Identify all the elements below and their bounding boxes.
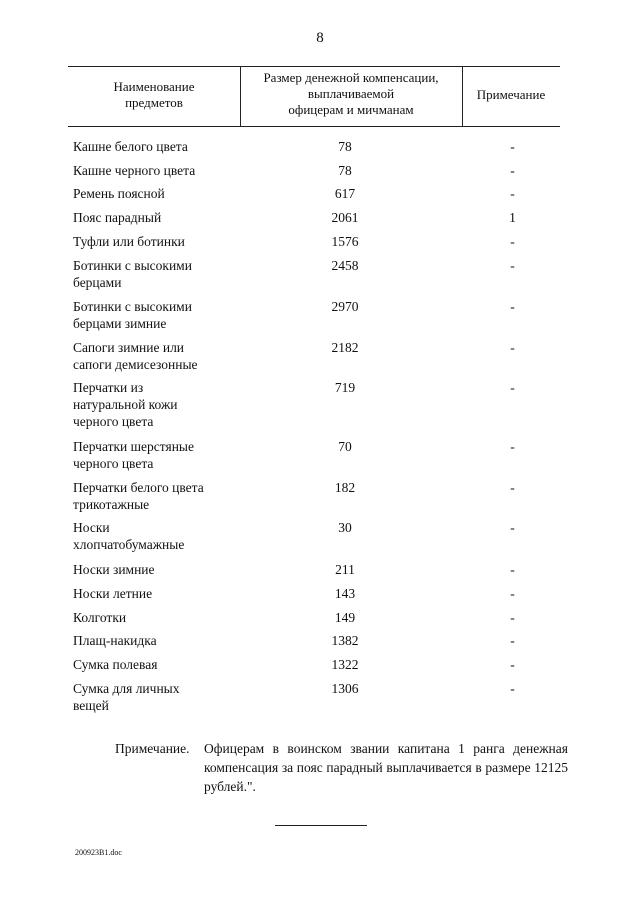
item-name: Перчатки шерстяные черного цвета: [73, 439, 194, 471]
item-amount: 70: [338, 439, 352, 454]
item-amount: 78: [338, 139, 352, 154]
item-note: -: [510, 258, 515, 273]
item-note: -: [510, 681, 515, 696]
item-note: -: [510, 340, 515, 355]
footnote-text: Офицерам в воинском звании капитана 1 ранга денежная компенсация за пояс парадный выплачивается в размере 12125 рублей.".: [204, 741, 568, 794]
item-amount: 719: [334, 380, 356, 395]
item-note: -: [510, 480, 515, 495]
header-note-line: Примечание: [476, 87, 546, 102]
item-name: Носки хлопчатобумажные: [73, 520, 185, 552]
item-amount: 78: [338, 163, 352, 178]
item-name: Колготки: [73, 610, 127, 625]
header-note: [462, 87, 560, 103]
item-name: Кашне белого цвета: [73, 139, 188, 154]
item-note: -: [510, 380, 515, 395]
item-note: 1: [509, 210, 516, 225]
item-note: -: [510, 562, 515, 577]
item-note: -: [510, 520, 515, 535]
header-amount: [240, 70, 462, 118]
item-note: -: [510, 586, 515, 601]
item-amount: 2182: [331, 340, 359, 355]
item-note: -: [510, 633, 515, 648]
page-number: 8: [316, 30, 324, 46]
header-name-line: Наименование: [113, 79, 195, 94]
table-header-rule: [68, 126, 560, 127]
item-amount: 143: [334, 586, 356, 601]
item-amount: 2458: [331, 258, 359, 273]
item-name: Ремень поясной: [73, 186, 165, 201]
item-amount: 30: [338, 520, 352, 535]
item-amount: 1382: [331, 633, 359, 648]
item-name: Перчатки из натуральной кожи черного цвета: [73, 380, 178, 429]
header-amount-line: Размер денежной компенсации,: [263, 70, 439, 85]
item-note: -: [510, 163, 515, 178]
item-name: Пояс парадный: [73, 210, 162, 225]
item-amount: 2061: [331, 210, 359, 225]
item-name: Сапоги зимние или сапоги демисезонные: [73, 340, 198, 372]
item-note: -: [510, 234, 515, 249]
item-note: -: [510, 439, 515, 454]
item-name: Туфли или ботинки: [73, 234, 185, 249]
header-name-line: предметов: [125, 95, 183, 110]
item-amount: 1322: [331, 657, 359, 672]
item-name: Ботинки с высокими берцами зимние: [73, 299, 192, 331]
item-note: -: [510, 657, 515, 672]
item-name: Перчатки белого цвета трикотажные: [73, 480, 204, 512]
item-amount: 2970: [331, 299, 359, 314]
item-name: Кашне черного цвета: [73, 163, 196, 178]
item-amount: 1576: [331, 234, 359, 249]
header-amount-line: выплачиваемой: [307, 86, 395, 101]
item-name: Носки зимние: [73, 562, 155, 577]
item-note: -: [510, 186, 515, 201]
footnote-label: Примечание.: [115, 741, 190, 756]
item-amount: 1306: [331, 681, 359, 696]
item-amount: 617: [334, 186, 356, 201]
item-name: Носки летние: [73, 586, 153, 601]
item-note: -: [510, 139, 515, 154]
end-rule: [275, 825, 367, 826]
header-name: [68, 79, 240, 111]
item-name: Сумка полевая: [73, 657, 158, 672]
item-note: -: [510, 299, 515, 314]
file-name: 200923B1.doc: [75, 848, 122, 857]
table-top-rule: [68, 66, 560, 67]
item-note: -: [510, 610, 515, 625]
item-amount: 211: [335, 562, 355, 577]
header-amount-line: офицерам и мичманам: [288, 102, 414, 117]
item-name: Сумка для личных вещей: [73, 681, 180, 713]
item-name: Плащ-накидка: [73, 633, 157, 648]
item-amount: 149: [334, 610, 356, 625]
item-name: Ботинки с высокими берцами: [73, 258, 192, 290]
item-amount: 182: [334, 480, 356, 495]
